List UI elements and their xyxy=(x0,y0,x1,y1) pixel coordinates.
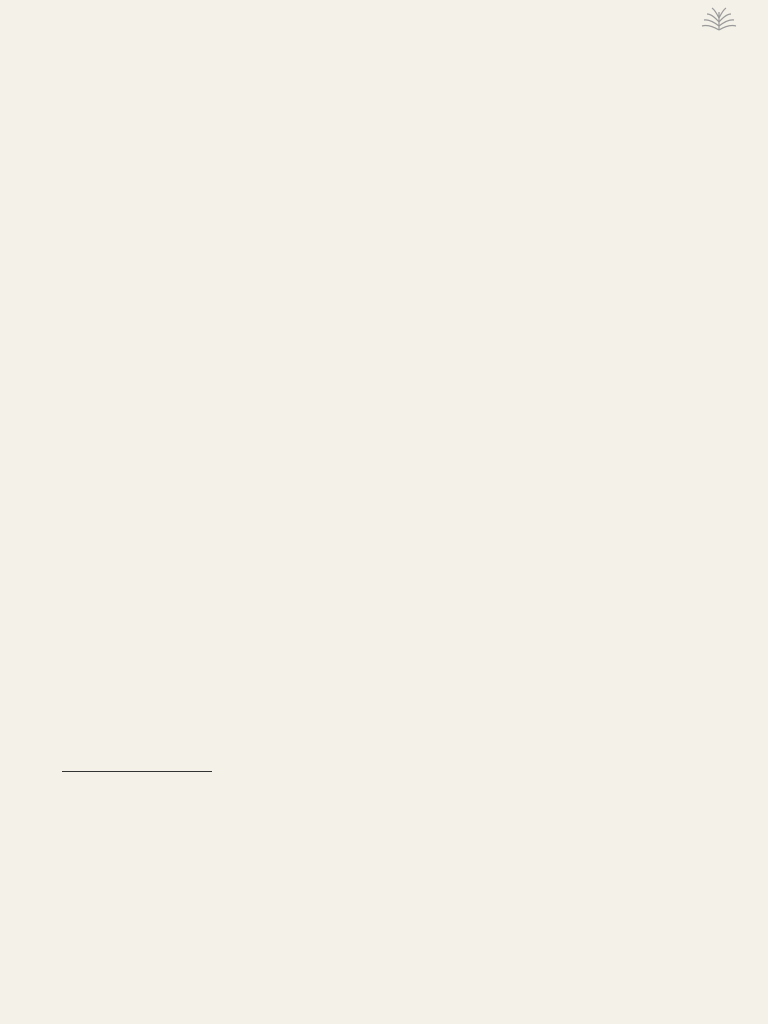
body-paragraph xyxy=(62,257,710,278)
footnotes xyxy=(62,780,710,816)
body-paragraph xyxy=(62,299,710,320)
body-paragraph xyxy=(62,320,710,341)
article-body xyxy=(62,236,710,362)
body-paragraph xyxy=(62,236,710,257)
footnote xyxy=(62,780,710,798)
footnote-divider xyxy=(62,771,212,772)
library-logo xyxy=(684,6,754,32)
footnote xyxy=(62,798,710,816)
body-paragraph xyxy=(62,278,710,299)
body-paragraph xyxy=(62,341,710,362)
open-book-icon xyxy=(699,6,739,32)
